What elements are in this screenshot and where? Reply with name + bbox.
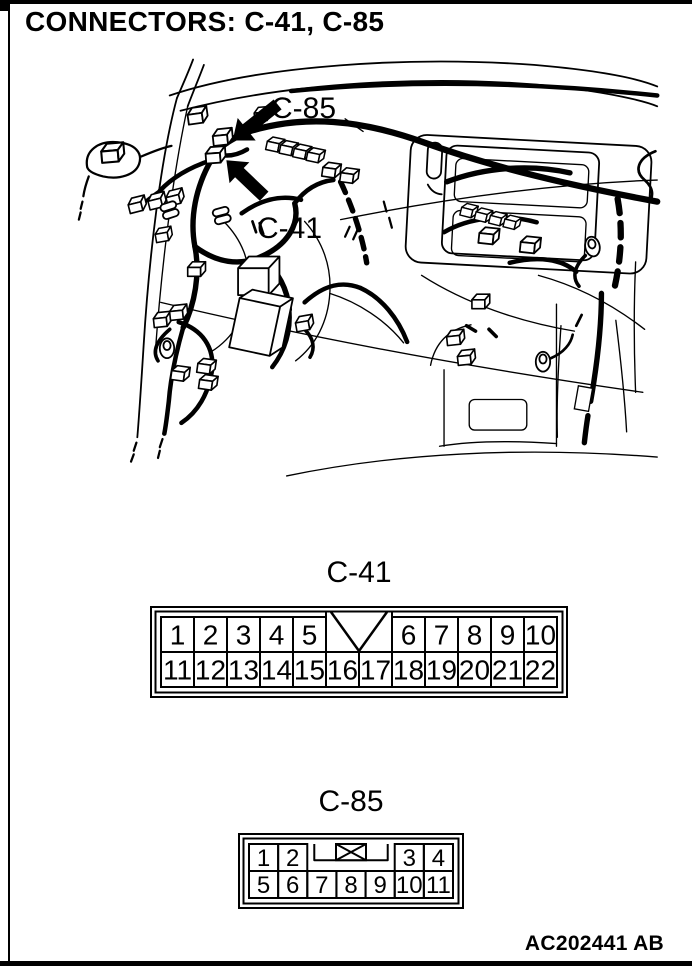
pin-number: 17 — [359, 654, 392, 686]
label-c85: C-85 — [271, 92, 337, 125]
c85-pinout-svg — [238, 833, 464, 909]
pin-number: 10 — [395, 872, 423, 900]
connector-c85-pinout — [238, 833, 464, 914]
pin-number: 1 — [256, 845, 271, 873]
page-border-corner-mark — [0, 0, 8, 11]
pin-number: 7 — [433, 619, 450, 651]
pin-number: 22 — [524, 654, 557, 686]
pin-number: 8 — [466, 619, 483, 651]
pin-number: 4 — [268, 619, 285, 651]
pin-number: 15 — [293, 654, 326, 686]
pin-number: 7 — [315, 872, 329, 900]
junction-box — [229, 287, 293, 358]
pin-number: 18 — [392, 654, 425, 686]
figure-code: AC202441 AB — [524, 932, 664, 955]
page-border-top — [0, 0, 692, 4]
pin-number: 19 — [425, 654, 458, 686]
pin-number: 9 — [499, 619, 516, 651]
pin-number: 14 — [260, 654, 293, 686]
pin-number: 2 — [202, 619, 219, 651]
connector-c85-title: C-85 — [318, 785, 384, 818]
connector-c41-title: C-41 — [326, 556, 392, 589]
pin-number: 9 — [373, 872, 387, 900]
pin-number: 11 — [162, 654, 193, 686]
label-c41: C-41 — [257, 212, 323, 245]
pin-number: 13 — [227, 654, 260, 686]
pin-number: 4 — [431, 845, 446, 873]
pin-number: 8 — [344, 872, 358, 900]
connector-c41-pinout — [150, 606, 568, 703]
pin-number: 3 — [402, 845, 416, 873]
pin-number: 21 — [491, 654, 524, 686]
pin-number: 10 — [524, 619, 557, 651]
pin-number: 6 — [400, 619, 417, 651]
pin-number: 12 — [194, 654, 227, 686]
c41-arrow — [226, 160, 268, 201]
harness-break-sleeve — [574, 386, 592, 412]
pin-number: 5 — [301, 619, 318, 651]
pin-number: 6 — [286, 872, 300, 900]
dashboard-line-art — [0, 55, 692, 547]
relay-box — [238, 256, 279, 295]
pin-number: 3 — [235, 619, 252, 651]
pin-number: 5 — [256, 872, 271, 900]
page-title: CONNECTORS: C-41, C-85 — [25, 6, 385, 37]
pin-number: 11 — [425, 872, 451, 900]
pin-number: 20 — [458, 654, 491, 686]
pin-number: 1 — [169, 619, 186, 651]
pin-number: 16 — [326, 654, 359, 686]
harness-location-illustration — [0, 55, 692, 547]
pin-number: 2 — [286, 845, 300, 873]
page-border-bottom — [0, 961, 692, 966]
c41-pinout-svg — [150, 606, 568, 698]
